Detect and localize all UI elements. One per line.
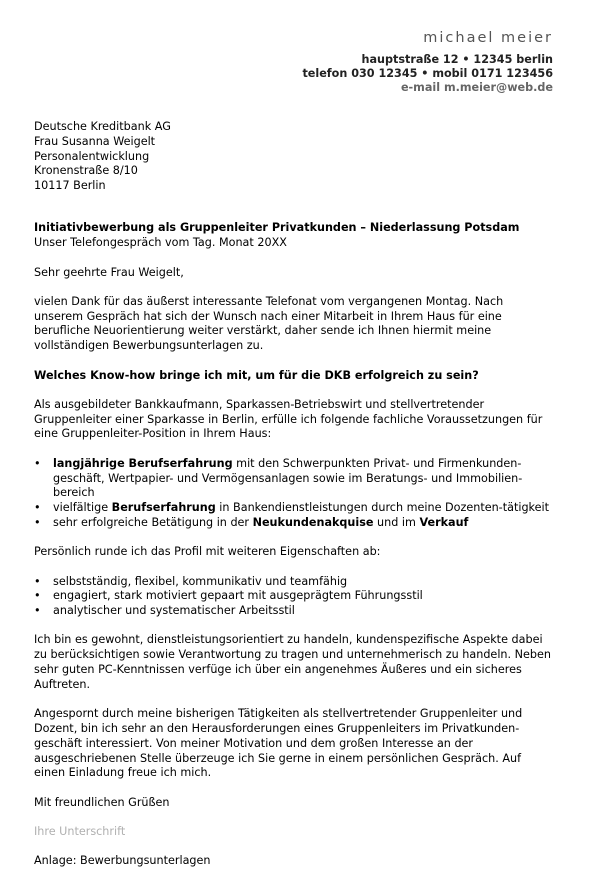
recipient-line: Frau Susanna Weigelt (34, 134, 156, 148)
recipient-line: Personalentwicklung (34, 149, 150, 163)
motivation-paragraph: Angespornt durch meine bisherigen Tätigkeiten als stellvertretender Gruppenleiter und Dozent, bin ich sehr an den Herausforderungen eines Gruppenleiters im Privatkunden-geschäft interessiert. Von meiner Motivation und dem großen Interesse an der ausgeschriebenen Stelle überzeuge ich Sie gerne in einem persönlichen Gespräch. Auf einen Einladung freue ich mich. (34, 707, 523, 780)
salutation: Sehr geehrte Frau Weigelt, (34, 265, 184, 279)
attachment-line: Anlage: Bewerbungsunterlagen (34, 854, 211, 868)
sender-header (302, 30, 553, 95)
list-item: • selbstständig, flexibel, kommunikativ und teamfähig (34, 575, 554, 590)
list-item: • langjährige Berufserfahrung mit den Schwerpunkten Privat- und Firmenkunden-geschäft, Wertpapier- und Vermögensanlagen sowie im Beratungs- und Immobilien-bereich (34, 457, 554, 501)
recipient-line: Kronenstraße 8/10 (34, 164, 138, 178)
sender-address: hauptstraße 12 • 12345 berlin (361, 53, 553, 66)
recipient-line: Deutsche Kreditbank AG (34, 120, 171, 133)
list-item: • engagiert, stark motiviert gepaart mit ausgeprägtem Führungsstil (34, 589, 554, 604)
list-item: • sehr erfolgreiche Betätigung in der Neukundenakquise und im Verkauf (34, 516, 554, 531)
section-heading: Welches Know-how bringe ich mit, um für die DKB erfolgreich zu sein? (34, 368, 479, 382)
list-item: • analytischer und systematischer Arbeitsstil (34, 604, 554, 619)
qualification-intro: Als ausgebildeter Bankkaufmann, Sparkassen-Betriebswirt und stellvertretender Gruppenleiter einer Sparkasse in Berlin, erfülle ich folgende fachliche Voraussetzungen für eine Gruppenleiter-Position in Ihrem Haus: (34, 397, 543, 441)
reference-line: Unser Telefongespräch vom Tag. Monat 20XX (34, 235, 287, 249)
sender-name: michael meier (423, 30, 553, 46)
closing: Mit freundlichen Grüßen (34, 795, 170, 809)
skills-paragraph: Ich bin es gewohnt, dienstleistungsorientiert zu handeln, kundenspezifische Aspekte dabei zu berücksichtigen sowie Verantwortung zu tragen und unternehmerisch zu handeln. Neben sehr guten PC-Kenntnissen verfüge ich über ein angenehmes Äußeres und ein sicheres Auftreten. (34, 633, 551, 691)
sender-phone: telefon 030 12345 • mobil 0171 123456 (302, 67, 553, 80)
letter-body (34, 120, 554, 869)
intro-paragraph: vielen Dank für das äußerst interessante Telefonat vom vergangenen Montag. Nach unserem Gespräch hat sich der Wunsch nach einer Mitarbeit in Ihrem Haus für eine berufliche Neuorientierung weiter verstärkt, daher sende ich Ihnen hiermit meine vollständigen Bewerbungsunterlagen zu. (34, 294, 504, 353)
signature-placeholder: Ihre Unterschrift (34, 824, 126, 838)
recipient-address (34, 120, 554, 194)
personal-intro: Persönlich runde ich das Profil mit weiteren Eigenschaften ab: (34, 545, 381, 559)
list-item: • vielfältige Berufserfahrung in Bankendienstleistungen durch meine Dozenten-tätigkeit (34, 501, 554, 516)
recipient-line: 10117 Berlin (34, 179, 106, 193)
qualification-list (34, 457, 554, 531)
subject-line: Initiativbewerbung als Gruppenleiter Privatkunden – Niederlassung Potsdam (34, 220, 520, 234)
sender-email: e-mail m.meier@web.de (400, 81, 553, 94)
traits-list (34, 575, 554, 619)
